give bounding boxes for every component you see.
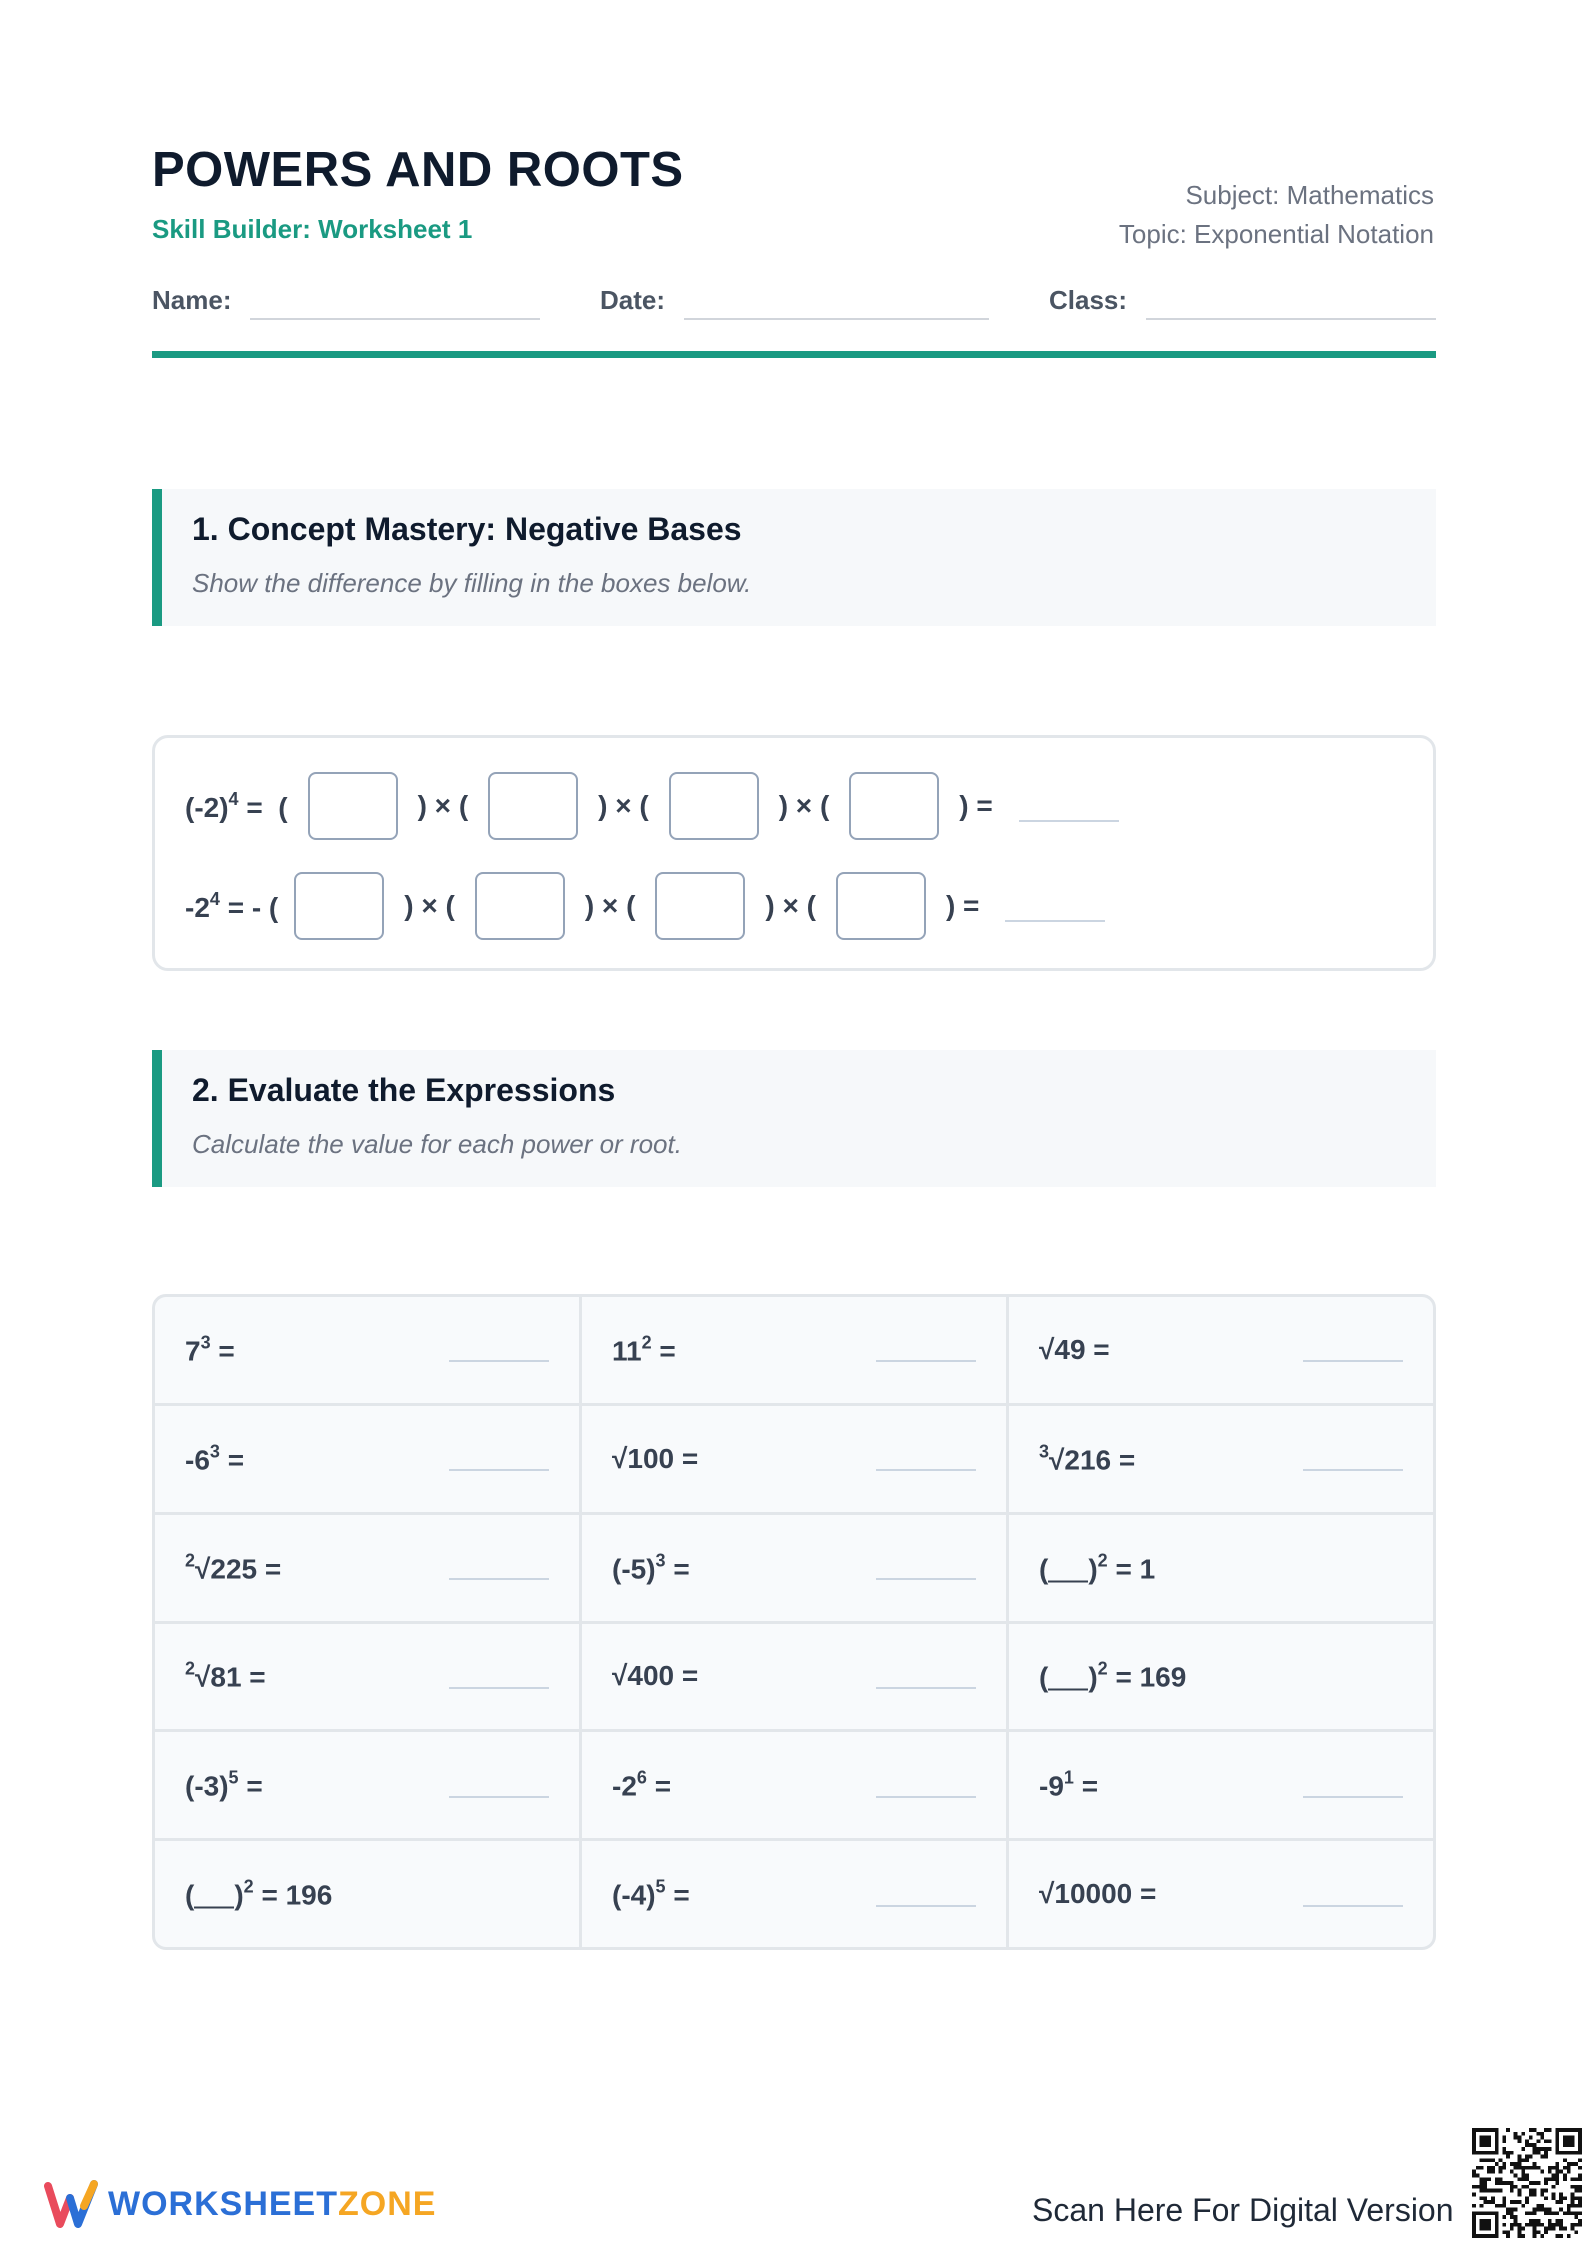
name-label: Name:: [152, 285, 232, 315]
problem-cell: [1009, 1732, 1433, 1838]
answer-line[interactable]: [449, 1578, 549, 1580]
answer-box[interactable]: [488, 772, 578, 840]
problem-cell: [1009, 1624, 1433, 1730]
problem-cell: [155, 1406, 579, 1512]
problem-expression: $(-4)^5$ =: [612, 1876, 690, 1911]
worksheet-title: POWERS AND ROOTS: [152, 143, 684, 197]
result-line[interactable]: [1019, 820, 1119, 822]
operator: ) =: [945, 890, 980, 921]
operator: ) × (: [404, 890, 455, 921]
section-2-header: [152, 1050, 1436, 1187]
negative-base-row-1: [185, 771, 1119, 841]
operator: ) × (: [778, 790, 830, 821]
section-1-header: [152, 489, 1436, 626]
worksheet-meta: [1119, 176, 1434, 254]
class-label: Class:: [1049, 285, 1128, 315]
answer-line[interactable]: [1303, 1796, 1403, 1798]
topic-label: Topic: Exponential Notation: [1118, 219, 1434, 249]
problem-cell: [582, 1515, 1006, 1621]
problem-cell: [582, 1732, 1006, 1838]
negative-bases-panel: [152, 735, 1436, 971]
answer-line[interactable]: [449, 1687, 549, 1689]
answer-box[interactable]: [655, 872, 745, 940]
answer-line[interactable]: [1303, 1469, 1403, 1471]
inline-answer-blank[interactable]: [1048, 1665, 1088, 1691]
problem-cell: [155, 1624, 579, 1730]
answer-line[interactable]: [876, 1578, 976, 1580]
answer-line[interactable]: [1303, 1905, 1403, 1907]
problem-cell: [155, 1841, 579, 1947]
problem-expression: $-2^6$ =: [612, 1767, 672, 1802]
name-field[interactable]: [250, 318, 540, 320]
problem-expression: $-6^3$ =: [185, 1441, 245, 1476]
problem-expression: ( )$^2$ = 196: [185, 1876, 333, 1911]
operator: ) =: [959, 790, 993, 821]
problem-cell: [155, 1515, 579, 1621]
problem-cell: [1009, 1297, 1433, 1403]
logo-icon: [44, 2176, 100, 2232]
section-1-instruction: Show the difference by filling in the boxes below.: [192, 568, 752, 598]
worksheet-subtitle: Skill Builder: Worksheet 1: [152, 214, 473, 244]
result-line[interactable]: [1005, 920, 1105, 922]
answer-line[interactable]: [876, 1469, 976, 1471]
problem-cell: [1009, 1515, 1433, 1621]
answer-line[interactable]: [1303, 1360, 1403, 1362]
section-1-title: 1. Concept Mastery: Negative Bases: [192, 511, 742, 547]
answer-box[interactable]: [669, 772, 759, 840]
header-divider: [152, 351, 1436, 358]
answer-line[interactable]: [876, 1796, 976, 1798]
qr-code-icon[interactable]: [1472, 2128, 1582, 2238]
answer-line[interactable]: [449, 1360, 549, 1362]
problem-expression: $11^2$ =: [612, 1332, 676, 1367]
problem-cell: [582, 1406, 1006, 1512]
logo-text: WORKSHEETZONE: [108, 2184, 437, 2223]
problem-grid: [152, 1294, 1436, 1950]
problem-expression: $^2$√225 =: [185, 1550, 282, 1585]
scan-label: Scan Here For Digital Version: [1032, 2192, 1454, 2228]
problem-expression: ( )$^2$ = 1: [1039, 1550, 1156, 1585]
date-field[interactable]: [684, 318, 989, 320]
problem-expression: √49 =: [1039, 1333, 1110, 1365]
problem-cell: [582, 1841, 1006, 1947]
operator: ) × (: [598, 790, 649, 821]
problem-cell: [582, 1624, 1006, 1730]
problem-expression: $(-3)^5$ =: [185, 1767, 263, 1802]
inline-answer-blank[interactable]: [1048, 1556, 1088, 1582]
problem-expression: $^2$√81 =: [185, 1658, 266, 1693]
answer-box[interactable]: [294, 872, 384, 940]
problem-expression: $7^3$ =: [185, 1332, 235, 1367]
worksheetzone-logo: [44, 2176, 436, 2232]
problem-cell: [155, 1297, 579, 1403]
problem-cell: [1009, 1841, 1433, 1947]
answer-line[interactable]: [876, 1687, 976, 1689]
answer-line[interactable]: [876, 1360, 976, 1362]
answer-line[interactable]: [449, 1796, 549, 1798]
problem-expression: $^3$√216 =: [1039, 1441, 1136, 1476]
problem-cell: [582, 1297, 1006, 1403]
row-1-expression: $(-2)^4$ = (: [185, 788, 288, 823]
problem-expression: $-9^1$ =: [1039, 1767, 1099, 1802]
answer-line[interactable]: [876, 1905, 976, 1907]
problem-expression: ( )$^2$ = 169: [1039, 1658, 1187, 1693]
answer-box[interactable]: [308, 772, 398, 840]
problem-cell: [155, 1732, 579, 1838]
operator: ) × (: [584, 890, 636, 921]
answer-box[interactable]: [475, 872, 565, 940]
class-field[interactable]: [1146, 318, 1436, 320]
answer-line[interactable]: [449, 1469, 549, 1471]
problem-expression: √10000 =: [1039, 1878, 1157, 1910]
operator: ) × (: [417, 790, 469, 821]
problem-expression: $(-5)^3$ =: [612, 1550, 690, 1585]
negative-base-row-2: [185, 871, 1105, 941]
operator: ) × (: [765, 890, 816, 921]
answer-box[interactable]: [849, 772, 939, 840]
row-2-expression: $-2^4$ = - (: [185, 888, 279, 923]
problem-expression: √400 =: [612, 1660, 699, 1692]
inline-answer-blank[interactable]: [194, 1883, 234, 1909]
problem-expression: √100 =: [612, 1442, 699, 1474]
answer-box[interactable]: [836, 872, 926, 940]
subject-label: Subject: Mathematics: [1185, 180, 1434, 210]
problem-cell: [1009, 1406, 1433, 1512]
date-label: Date:: [600, 285, 666, 315]
section-2-title: 2. Evaluate the Expressions: [192, 1072, 616, 1108]
section-2-instruction: Calculate the value for each power or root.: [192, 1129, 682, 1159]
